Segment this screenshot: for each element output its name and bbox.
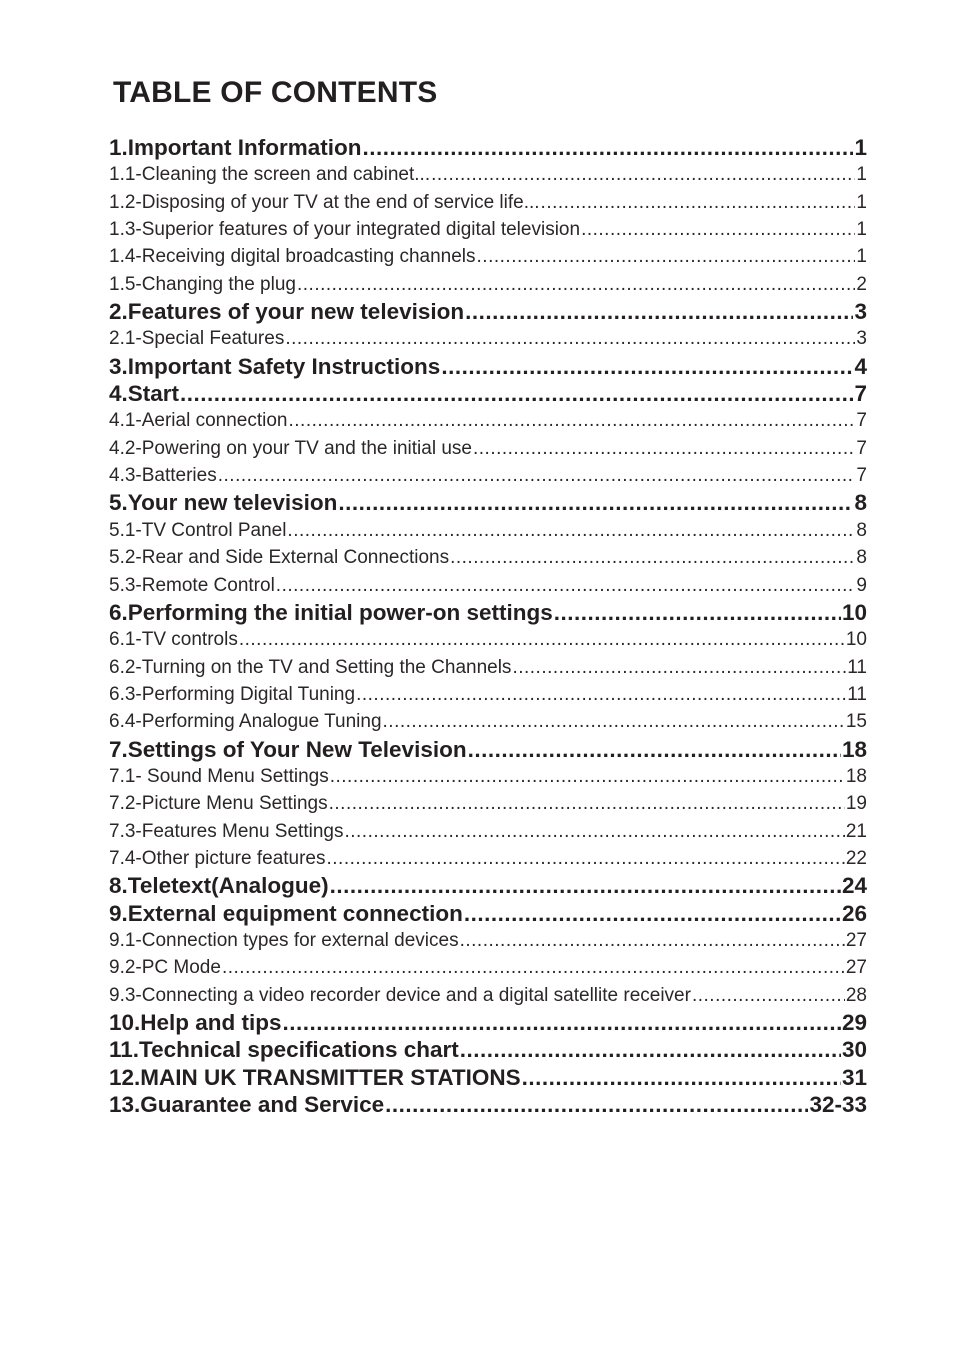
toc-subsection-entry[interactable] — [109, 572, 867, 599]
toc-entry-label: 4.2-Powering on your TV and the initial use — [109, 437, 472, 459]
toc-entry-label: 2.Features of your new television — [109, 299, 465, 325]
toc-page-number: 7 — [856, 465, 867, 487]
toc-entry-label: 4.3-Batteries — [109, 465, 217, 487]
toc-subsection-entry[interactable] — [109, 681, 867, 708]
toc-page-number: 7 — [856, 410, 867, 432]
dot-leader — [441, 353, 853, 380]
toc-subsection-entry[interactable] — [109, 462, 867, 489]
toc-page-number: 27 — [845, 929, 867, 951]
dot-leader — [289, 407, 856, 434]
dot-leader — [285, 325, 855, 352]
toc-page-number: 9 — [856, 574, 867, 596]
toc-page-number: 18 — [845, 765, 867, 787]
toc-page-number: 30 — [841, 1037, 867, 1063]
dot-leader — [283, 1009, 841, 1036]
toc-subsection-entry[interactable] — [109, 790, 867, 817]
toc-subsection-entry[interactable] — [109, 243, 867, 270]
dot-leader — [541, 189, 856, 216]
toc-subsection-entry[interactable] — [109, 271, 867, 298]
toc-entry-label: 6.2-Turning on the TV and Setting the Channels — [109, 656, 512, 678]
dot-leader — [554, 599, 841, 626]
toc-entry-label: 5.1-TV Control Panel — [109, 519, 287, 541]
dot-leader — [431, 161, 855, 188]
toc-section-entry[interactable] — [109, 489, 867, 516]
toc-entry-label: 6.Performing the initial power-on settings — [109, 599, 553, 625]
toc-section-entry[interactable] — [109, 1091, 867, 1118]
page-title: TABLE OF CONTENTS — [113, 76, 438, 109]
toc-page-number: 18 — [841, 736, 867, 762]
dot-leader — [460, 1036, 841, 1063]
dot-leader — [512, 654, 846, 681]
dot-leader — [473, 435, 855, 462]
dot-leader — [363, 134, 854, 161]
toc-subsection-entry[interactable] — [109, 654, 867, 681]
toc-entry-label: 13.Guarantee and Service — [109, 1092, 385, 1118]
toc-subsection-entry[interactable] — [109, 435, 867, 462]
toc-section-entry[interactable] — [109, 872, 867, 899]
dot-leader — [460, 927, 845, 954]
toc-section-entry[interactable] — [109, 900, 867, 927]
toc-section-entry[interactable] — [109, 736, 867, 763]
toc-subsection-entry[interactable] — [109, 325, 867, 352]
toc-section-entry[interactable] — [109, 353, 867, 380]
toc-page-number: 10 — [841, 599, 867, 625]
dot-leader — [692, 982, 845, 1009]
dot-leader — [329, 790, 845, 817]
toc-page-number: 8 — [856, 519, 867, 541]
toc-page-number: 1 — [854, 135, 867, 160]
toc-section-entry[interactable] — [109, 380, 867, 407]
toc-page-number: 10 — [845, 629, 867, 651]
toc-subsection-entry[interactable] — [109, 763, 867, 790]
dot-leader — [330, 763, 845, 790]
dot-leader — [180, 380, 853, 407]
toc-page-number: 24 — [841, 873, 867, 899]
toc-page-number: 29 — [841, 1010, 867, 1035]
toc-subsection-entry[interactable] — [109, 216, 867, 243]
toc-entry-label: 4.Start — [109, 381, 180, 407]
toc-entry-label: 7.1- Sound Menu Settings — [109, 765, 329, 787]
toc-page-number: 11 — [847, 683, 867, 705]
toc-subsection-entry[interactable] — [109, 708, 867, 735]
toc-section-entry[interactable] — [109, 1009, 867, 1036]
toc-entry-label: 9.3-Connecting a video recorder device and a digital satellite receiver — [109, 984, 691, 1006]
toc-subsection-entry[interactable] — [109, 161, 867, 188]
toc-page-number: 1 — [856, 219, 867, 241]
toc-entry-label: 10.Help and tips — [109, 1010, 282, 1035]
toc-entry-label: 12.MAIN UK TRANSMITTER STATIONS — [109, 1064, 521, 1090]
dot-leader — [327, 845, 845, 872]
toc-entry-label: 6.1-TV controls — [109, 629, 238, 651]
toc-page-number: 27 — [845, 957, 867, 979]
toc-page-number: 1 — [856, 164, 867, 186]
toc-page-number: 3 — [854, 299, 867, 325]
toc-section-entry[interactable] — [109, 599, 867, 626]
toc-page-number: 2 — [856, 273, 867, 295]
dot-leader — [222, 954, 845, 981]
toc-subsection-entry[interactable] — [109, 982, 867, 1009]
toc-subsection-entry[interactable] — [109, 517, 867, 544]
toc-entry-label: 9.External equipment connection — [109, 900, 463, 926]
dot-leader — [338, 489, 853, 516]
toc-entry-label: 1.4-Receiving digital broadcasting channels — [109, 246, 476, 268]
dot-leader — [383, 708, 845, 735]
toc-page-number: 32-33 — [809, 1092, 867, 1118]
toc-entry-label: 7.3-Features Menu Settings — [109, 820, 344, 842]
toc-subsection-entry[interactable] — [109, 626, 867, 653]
toc-entry-label: 3.Important Safety Instructions — [109, 353, 441, 379]
dot-leader — [581, 216, 855, 243]
dot-leader — [330, 872, 841, 899]
dot-leader — [477, 243, 856, 270]
toc-subsection-entry[interactable] — [109, 407, 867, 434]
dot-leader — [450, 544, 855, 571]
toc-subsection-entry[interactable] — [109, 189, 867, 216]
dot-leader — [239, 626, 845, 653]
dot-leader — [385, 1091, 808, 1118]
toc-page-number: 22 — [845, 847, 867, 869]
toc-entry-label: 5.Your new television — [109, 490, 338, 516]
toc-subsection-entry[interactable] — [109, 927, 867, 954]
toc-page-number: 7 — [856, 437, 867, 459]
dot-leader — [468, 736, 841, 763]
dot-leader — [522, 1064, 841, 1091]
toc-entry-label: 9.2-PC Mode — [109, 957, 221, 979]
toc-section-entry[interactable] — [109, 134, 867, 161]
toc-entry-label: 5.3-Remote Control — [109, 574, 275, 596]
toc-subsection-entry[interactable] — [109, 845, 867, 872]
toc-subsection-entry[interactable] — [109, 954, 867, 981]
toc-entry-label: 1.1-Cleaning the screen and cabinet... — [109, 164, 431, 186]
toc-subsection-entry[interactable] — [109, 544, 867, 571]
dot-leader — [218, 462, 856, 489]
dot-leader — [276, 572, 856, 599]
toc-entry-label: 2.1-Special Features — [109, 328, 285, 350]
toc-list — [109, 134, 867, 1118]
dot-leader — [465, 298, 853, 325]
toc-entry-label: 1.3-Superior features of your integrated digital television — [109, 219, 581, 241]
dot-leader — [356, 681, 846, 708]
toc-section-entry[interactable] — [109, 1036, 867, 1063]
dot-leader — [287, 517, 855, 544]
toc-page-number: 15 — [845, 711, 867, 733]
toc-entry-label: 4.1-Aerial connection — [109, 410, 288, 432]
dot-leader — [344, 818, 844, 845]
dot-leader — [464, 900, 841, 927]
toc-page-number: 31 — [841, 1064, 867, 1090]
toc-page-number: 11 — [847, 656, 867, 678]
toc-page-number: 4 — [854, 353, 867, 379]
toc-page-number: 28 — [845, 984, 867, 1006]
toc-entry-label: 1.Important Information — [109, 135, 362, 160]
toc-entry-label: 1.5-Changing the plug — [109, 273, 296, 295]
toc-entry-label: 1.2-Disposing of your TV at the end of service life... — [109, 191, 540, 213]
dot-leader — [297, 271, 855, 298]
toc-page-number: 1 — [856, 191, 867, 213]
toc-page-number: 19 — [845, 793, 867, 815]
toc-entry-label: 6.3-Performing Digital Tuning — [109, 683, 356, 705]
toc-entry-label: 7.4-Other picture features — [109, 847, 326, 869]
toc-entry-label: 6.4-Performing Analogue Tuning — [109, 711, 382, 733]
toc-entry-label: 5.2-Rear and Side External Connections — [109, 547, 450, 569]
toc-entry-label: 9.1-Connection types for external devices — [109, 929, 459, 951]
toc-section-entry[interactable] — [109, 1064, 867, 1091]
toc-page-number: 26 — [841, 900, 867, 926]
toc-page-number: 7 — [854, 381, 867, 407]
toc-page-number: 21 — [845, 820, 867, 842]
toc-page-number: 8 — [854, 490, 867, 516]
toc-entry-label: 8.Teletext(Analogue) — [109, 873, 329, 899]
toc-page-number: 1 — [856, 246, 867, 268]
toc-section-entry[interactable] — [109, 298, 867, 325]
toc-entry-label: 7.2-Picture Menu Settings — [109, 793, 328, 815]
toc-entry-label: 7.Settings of Your New Television — [109, 736, 467, 762]
toc-page-number: 3 — [856, 328, 867, 350]
toc-entry-label: 11.Technical specifications chart — [109, 1037, 459, 1063]
toc-page-number: 8 — [856, 547, 867, 569]
toc-subsection-entry[interactable] — [109, 818, 867, 845]
